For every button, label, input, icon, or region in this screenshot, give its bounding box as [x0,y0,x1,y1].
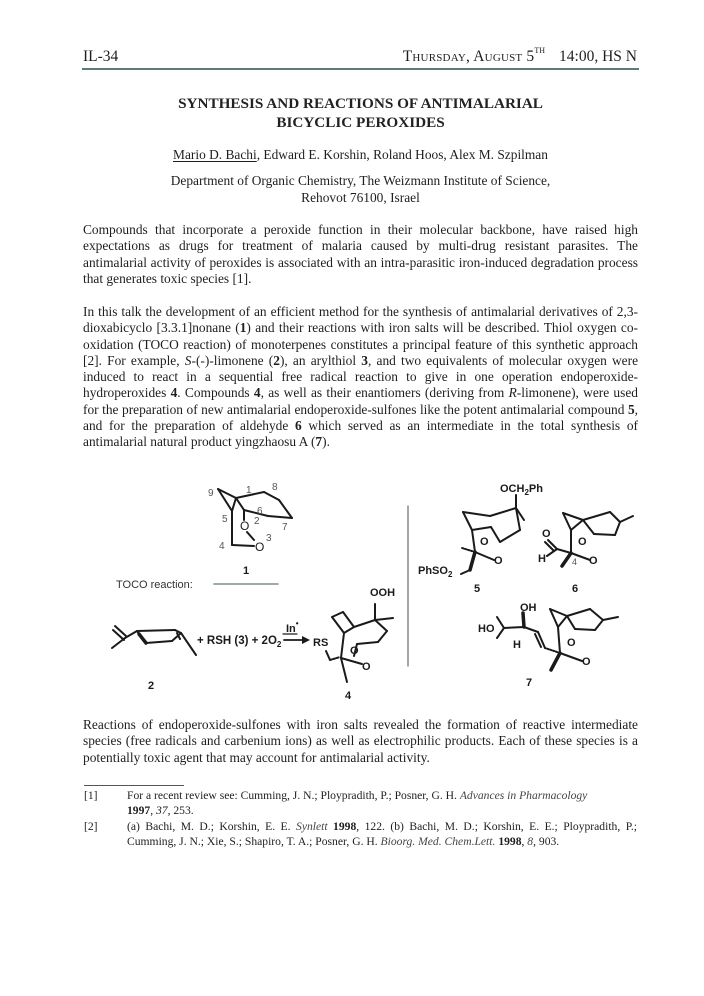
compound-1-structure [218,489,292,546]
initiator-label: In• [286,619,299,635]
affiliation-line-2: Rehovot 76100, Israel [301,190,420,205]
stereo-descriptor: S [184,352,192,368]
atom-number: 9 [208,488,214,499]
paragraph-intro: Compounds that incorporate a peroxide function in their molecular backbone, have raised high expectations as drugs for treatment of malaria caused by multi-drug resistant parasites. The antimalarial activity of peroxides is associated with an intra-parasitic iron-induced degradation process that generates toxic species [1]. [83,222,638,286]
pub-year: 1998 [333,820,357,833]
oxygen-label: O [494,555,503,567]
text-span: , as well as their enantiomers (deriving from [260,385,509,401]
thioether-label: RS [313,637,329,649]
oxygen-label: O [350,645,359,657]
compound-ref: 7 [315,434,323,450]
session-code: IL-34 [83,48,119,65]
compound-ref: 3 [361,352,368,368]
affiliation-line-1: Department of Organic Chemistry, The Weizmann Institute of Science, [170,173,551,188]
compound-2-structure [112,626,196,655]
atom-number: 8 [272,482,278,493]
compound-ref: 5 [627,401,635,417]
footnote-rule [84,785,184,786]
compound-7-label: 7 [526,677,533,689]
atom-number: 5 [222,514,228,525]
compound-7-structure [497,609,618,670]
compound-6-structure [545,512,633,566]
atom-number: 1 [246,485,252,496]
text-span: ) and their reactions with iron salts will be described. Thiol oxygen co-oxidation (TOCO reaction) of monoterpenes constitutes a principal feature of this synthetic approach [2]. For example, [83,320,638,368]
presenting-author: Mario D. Bachi [173,147,257,162]
author-list [82,147,639,163]
footnote-number: [1] [84,789,98,802]
reagents-text: + RSH $(3) + 2O_2$ [197,635,282,649]
running-header [82,48,639,70]
session-day: Thursday, August 5 [402,48,535,65]
journal-name: Advances in Pharmacology [459,789,588,802]
volume: 37 [155,804,168,817]
atom-number: 3 [266,533,272,544]
stereo-descriptor: R [508,385,517,401]
compound-4-label: 4 [345,690,352,702]
text-span: ), an arylthiol [279,352,362,368]
text-span: , and for the preparation of aldehyde [83,401,638,434]
paper-title [82,94,639,132]
oxygen-label: O [362,661,371,673]
oxygen-label: O [589,555,598,567]
atom-number: 7 [282,522,288,533]
compound-ref: 1 [239,320,247,336]
aldehyde-h-label: H [538,553,546,565]
footnote-number: [2] [84,820,98,833]
benzyloxy-label: $OCH_2Ph$ [500,483,543,497]
footnote-text: (a) Bachi, M. D.; Korshin, E. E. Synlett 1998, 122. (b) Bachi, M. D.; Korshin, E. E.; Ploypradith, P.; Cumming, J. N.; Xie, S.; Shapiro, T. A.; Posner, G. H. Bioorg. Med. Chem.Lett. 1998, 8, 903. [127,820,637,848]
hydroperoxide-label: OOH [370,587,396,599]
atom-number: 2 [254,516,260,527]
compound-2-label: 2 [148,680,155,692]
hydroxyl-label: OH [520,602,537,614]
compound-ref: 2 [273,352,280,368]
footnote-text: For a recent review see: Cumming, J. N.; Ploypradith, P.; Posner, G. H. Advances in Pharmacology 1997, 37, 253. [127,789,588,817]
journal-name: Synlett [296,820,328,833]
hydroxyl-label: HO [478,623,495,635]
text-span: -limonene), were used for the preparation of new antimalarial endoperoxide-sulfones like the potent antimalarial compound [83,385,638,417]
text-span: In this talk the development of an efficient method for the synthesis of antimalarial derivatives of 2,3-dioxabicyclo [3.3.1]nonane ( [83,304,638,336]
compound-5-structure [461,495,524,574]
pub-year: 1997 [127,804,151,817]
oxygen-label: O [582,656,591,668]
compound-ref: 4 [170,385,178,401]
co-authors: , Edward E. Korshin, Roland Hoos, Alex M. Szpilman [256,147,548,162]
aldehyde-oxygen-label: O [542,528,551,540]
toco-reaction-label: TOCO reaction: [116,579,193,591]
paragraph-conclusion: Reactions of endoperoxide-sulfones with iron salts revealed the formation of reactive intermediate species (free radicals and carbenium ions) as well as electrophilic products. Each of these species is a potentially toxic agent that may account for antimalarial activity. [83,717,638,765]
oxygen-label: O [240,519,250,533]
atom-number: 4 [572,557,578,567]
hydrogen-label: H [513,639,521,651]
text-span: ). [322,434,330,450]
session-time-room: 14:00, HS N [559,48,637,65]
volume: 8 [527,835,534,848]
session-datetime [403,48,637,66]
affiliation [82,172,639,206]
sulfone-label: PhSO$_2$ [418,565,453,579]
text-span: which served as an intermediate in the total synthesis of antimalarial natural product yingzhaosu A ( [83,418,638,450]
text-span: , and two equivalents of molecular oxygen were induced to react in a sequential free radical reaction to give in one operation endoperoxide-hydroperoxides [83,352,639,401]
paragraph-methods [83,304,638,451]
compound-5-label: 5 [474,583,481,595]
text-span: . Compounds [177,385,254,401]
title-line-2: BICYCLIC PEROXIDES [276,114,445,131]
oxygen-label: O [480,536,489,548]
atom-number: 4 [219,541,225,552]
compound-4-structure [326,604,393,682]
compound-ref: 6 [295,418,302,434]
oxygen-label: O [578,536,587,548]
compound-6-label: 6 [572,583,579,595]
oxygen-label: O [567,637,576,649]
text-span: -(-)-limonene ( [191,352,274,368]
day-superscript: TH [534,46,546,55]
pub-year: 1998 [498,835,522,848]
compound-1-label: 1 [243,565,250,577]
oxygen-label: O [255,540,265,554]
journal-name: Bioorg. Med. Chem.Lett. [380,835,496,848]
atom-number: 6 [257,506,263,517]
title-line-1: SYNTHESIS AND REACTIONS OF ANTIMALARIAL [178,95,543,112]
compound-ref: 4 [253,385,261,401]
